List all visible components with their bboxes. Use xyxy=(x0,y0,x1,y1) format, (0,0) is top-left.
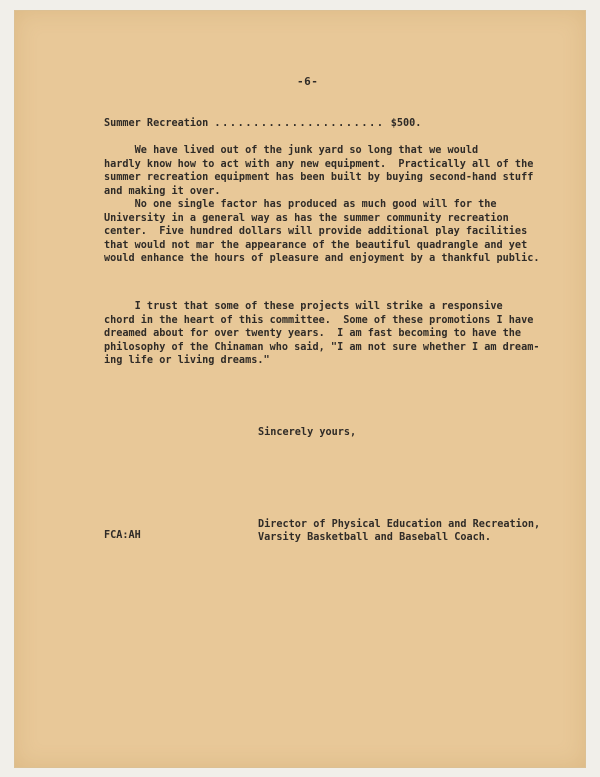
budget-item-amount: $500. xyxy=(390,118,422,129)
budget-item-label: Summer Recreation xyxy=(104,118,209,129)
signature-title-block: Director of Physical Education and Recreation, Varsity Basketball and Baseball Coach. xyxy=(258,519,541,543)
paragraph-closing-remarks: I trust that some of these projects will strike a responsive chord in the heart of this committee. Some of these promotions I have dreamed about for over twenty years. I am fast becoming to have the philosophy of the Chinaman who said, "I am not sure whether I am dream- ing life or living dreams." xyxy=(104,301,540,367)
page-number: -6- xyxy=(297,75,319,88)
paragraph-junk-yard: We have lived out of the junk yard so long that we would hardly know how to act with any new equipment. Practically all of the summer recreation equipment has been built by buying second-hand stuff and making it over. xyxy=(104,145,534,197)
budget-line-item xyxy=(104,118,504,129)
complimentary-close: Sincerely yours, xyxy=(258,427,357,438)
budget-item-leader: ...................... xyxy=(214,118,385,129)
letter-page xyxy=(14,10,586,768)
paragraph-good-will: No one single factor has produced as much good will for the University in a general way as has the summer community recreation center. Five hundred dollars will provide additional play facilities that would not mar the appearance of the beautiful quadrangle and yet would enhance the hours of pleasure and enjoyment by a thankful public. xyxy=(104,199,540,265)
reference-initials: FCA:AH xyxy=(104,530,141,541)
